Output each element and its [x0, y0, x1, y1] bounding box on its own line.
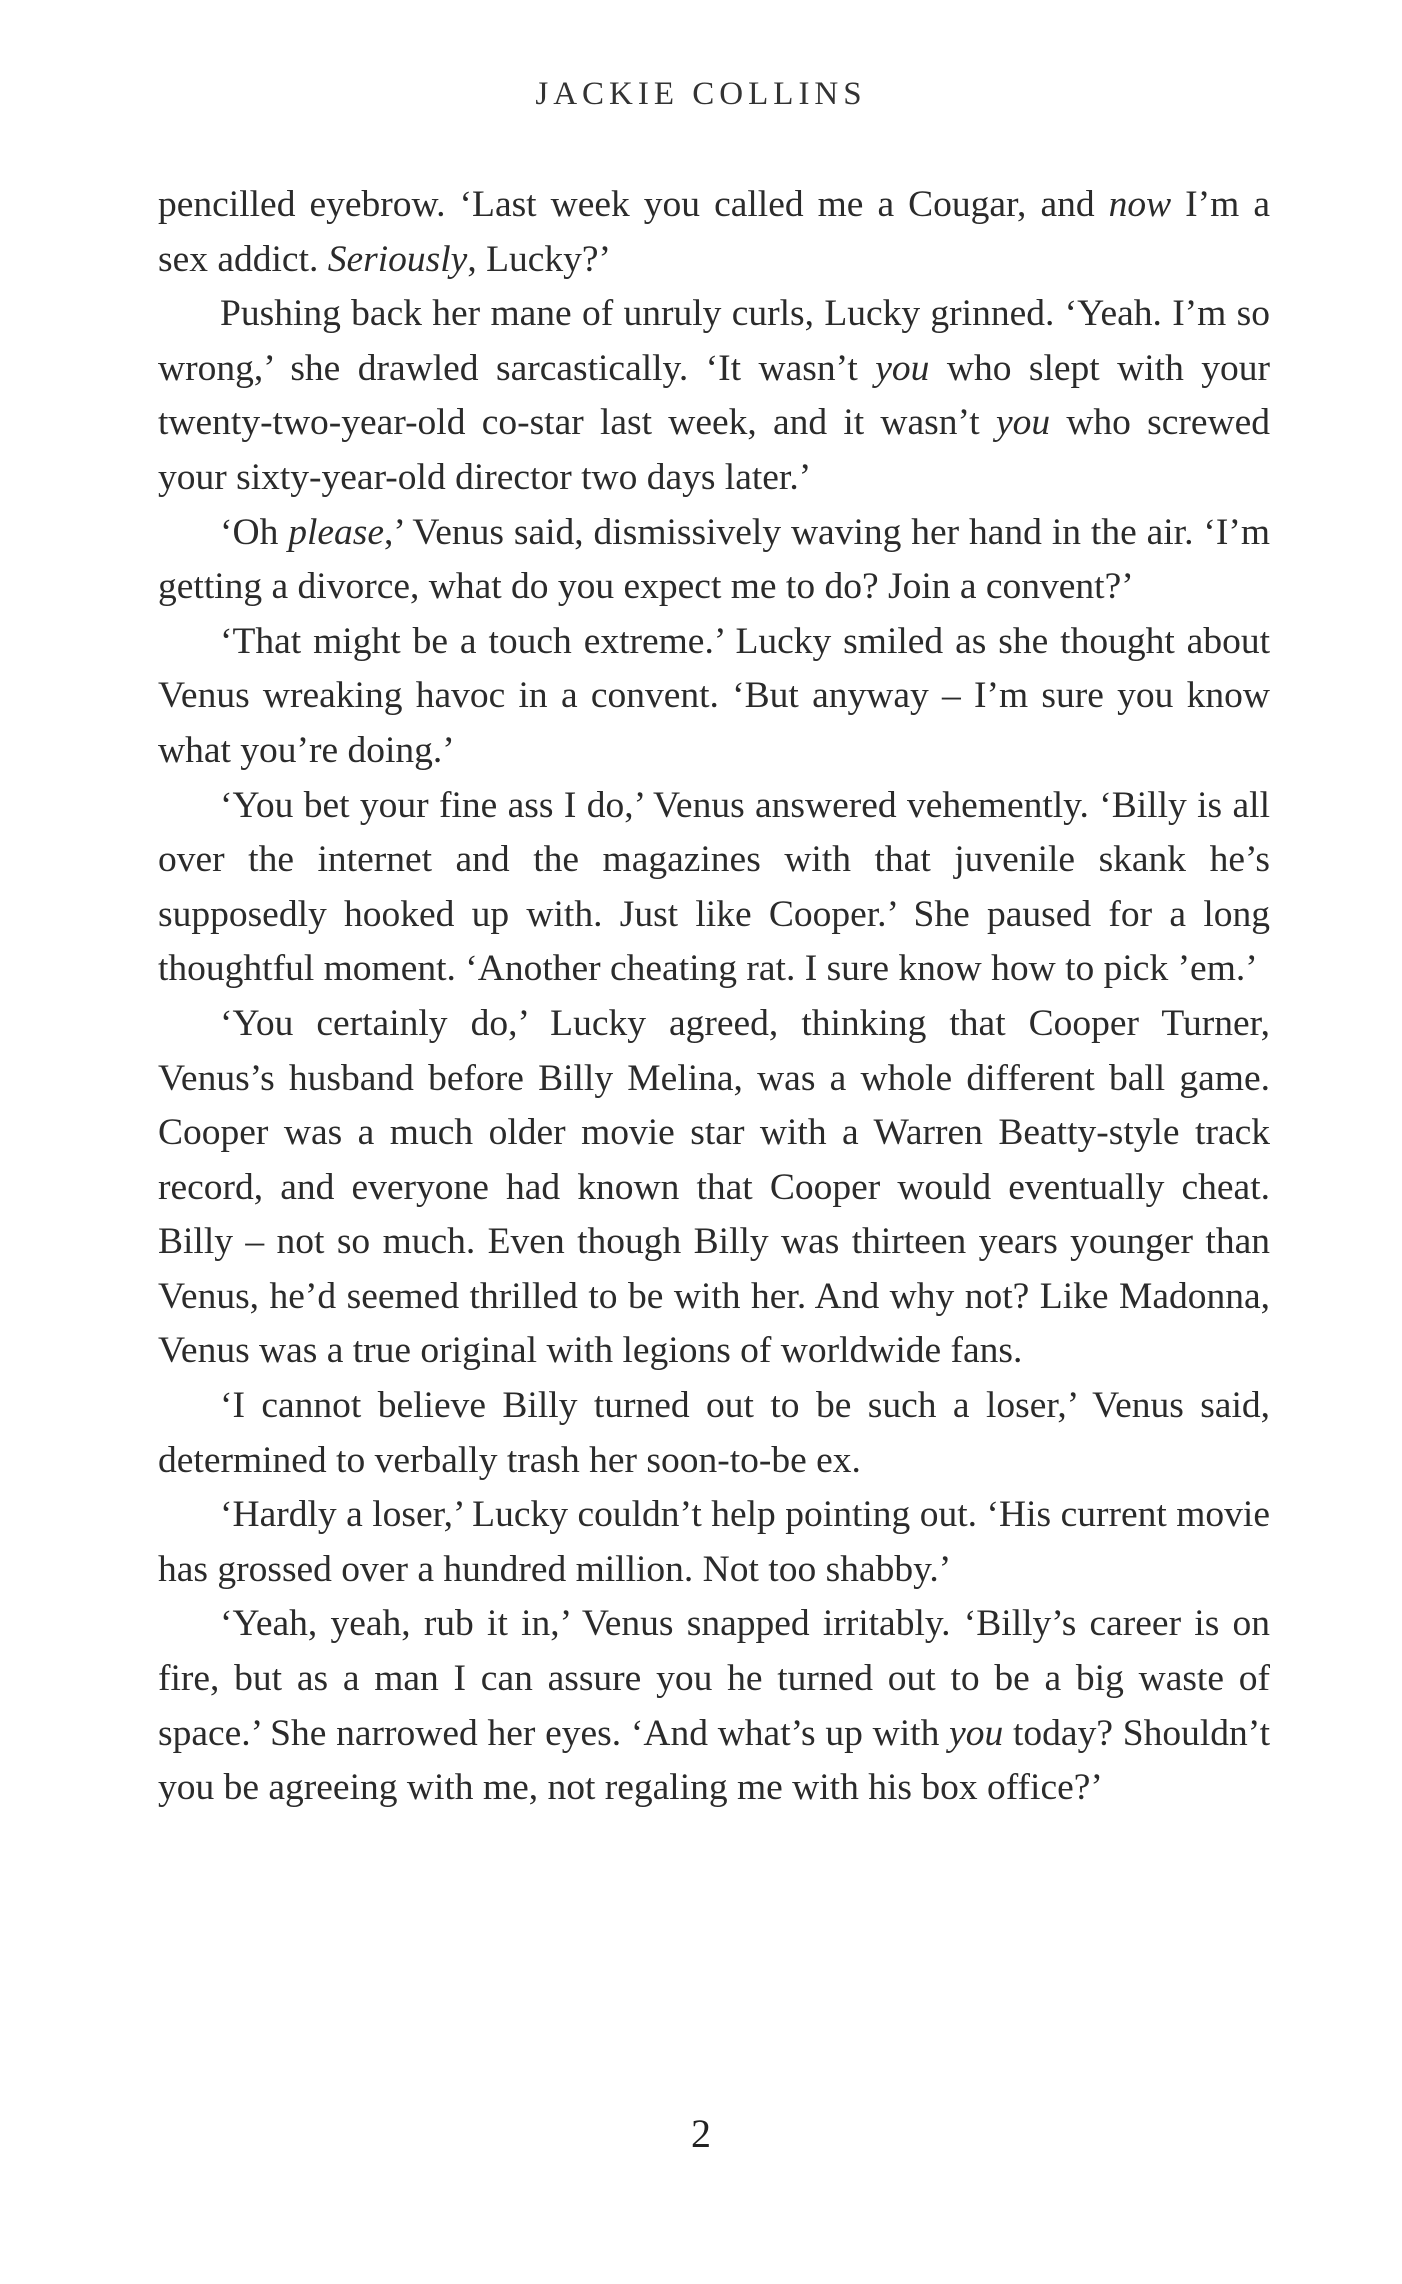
paragraph: [158, 779, 1270, 997]
text-run: who slept with your twenty-two-year-old co-star last week, and it wasn’t: [158, 347, 1270, 444]
text-run: ‘Hardly a loser,’ Lucky couldn’t help pointing out. ‘His current movie has grossed over a hundred million. Not too shabby.’: [158, 1494, 1270, 1590]
paragraph: [158, 506, 1270, 615]
text-run: ,’ Venus said, dismissively waving her hand in the air. ‘I’m getting a divorce, what do you expect me to do? Join a convent?’: [158, 511, 1270, 608]
paragraph: [158, 997, 1270, 1379]
text-run: ‘Yeah, yeah, rub it in,’ Venus snapped irritably. ‘Billy’s career is on fire, but as a man I can assure you he turned out to be a big waste of space.’ She narrowed her eyes. ‘And what’s up with: [158, 1603, 1270, 1754]
paragraph: [158, 615, 1270, 779]
text-run: ‘You bet your fine ass I do,’ Venus answered vehemently. ‘Billy is all over the internet and the magazines with that juvenile skank he’s supposedly hooked up with. Just like Cooper.’ She paused for a long thoughtful moment. ‘Another cheating rat. I sure know how to pick ’em.’: [158, 784, 1270, 990]
paragraph: [158, 1379, 1270, 1488]
italic-text: please: [288, 511, 385, 553]
italic-text: now: [1108, 184, 1172, 225]
italic-text: you: [995, 402, 1051, 444]
text-run: pencilled eyebrow. ‘Last week you called me a Cougar, and: [158, 184, 1109, 225]
text-run: ‘I cannot believe Billy turned out to be such a loser,’ Venus said, determined to verbally trash her soon-to-be ex.: [158, 1385, 1270, 1481]
paragraph: [158, 178, 1270, 287]
paragraph: [158, 1488, 1270, 1597]
text-run: Pushing back her mane of unruly curls, Lucky grinned. ‘Yeah. I’m so wrong,’ she drawled sarcastically. ‘It wasn’t: [158, 293, 1270, 389]
italic-text: you: [949, 1712, 1004, 1754]
text-run: ‘You certainly do,’ Lucky agreed, thinking that Cooper Turner, Venus’s husband before Billy Melina, was a whole different ball game. Cooper was a much older movie star with a Warren Beatty-style track record, and everyone had known that Cooper would eventually cheat. Billy – not so much. Even though Billy was thirteen years younger than Venus, he’d seemed thrilled to be with her. And why not? Like Madonna, Venus was a true original with legions of worldwide fans.: [158, 1002, 1270, 1372]
italic-text: Seriously: [327, 238, 468, 280]
text-run: ‘Oh: [220, 511, 289, 553]
italic-text: you: [875, 347, 930, 389]
paragraph: [158, 287, 1270, 505]
text-run: today? Shouldn’t you be agreeing with me, not regaling me with his box office?’: [158, 1712, 1270, 1809]
text-run: , Lucky?’: [467, 238, 612, 280]
text-run: who screwed your sixty-year-old director two days later.’: [158, 402, 1270, 498]
paragraph: [158, 1597, 1270, 1815]
running-head: JACKIE COLLINS: [535, 76, 867, 112]
text-run: I’m a sex addict.: [158, 184, 1270, 280]
body-text: [158, 178, 1270, 1816]
text-run: ‘That might be a touch extreme.’ Lucky smiled as she thought about Venus wreaking havoc in a convent. ‘But anyway – I’m sure you know what you’re doing.’: [158, 620, 1270, 771]
page-number: 2: [691, 2111, 711, 2156]
